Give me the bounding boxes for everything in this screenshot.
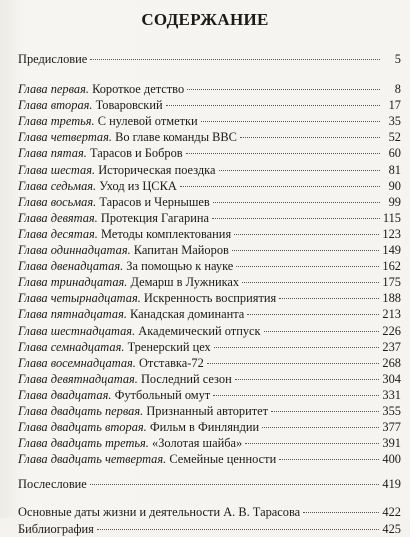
chapter-title: Академический отпуск (138, 323, 261, 338)
leader-dots (90, 59, 380, 60)
toc-page-number: 422 (382, 505, 401, 520)
chapter-title: Методы комплектования (101, 226, 232, 241)
leader-dots (240, 137, 380, 138)
leader-dots (219, 170, 380, 171)
chapter-prefix: Глава двадцать первая. (18, 403, 144, 418)
chapter-prefix: Глава первая. (18, 82, 89, 97)
leader-dots (262, 427, 379, 428)
spacer (18, 67, 401, 81)
toc-entry-chapter (18, 210, 401, 226)
toc-page-number: 8 (394, 82, 401, 97)
leader-dots (186, 153, 380, 154)
toc-entry-label (18, 113, 198, 129)
toc-entry-chapter (18, 435, 401, 451)
chapter-prefix: Глава двадцать третья. (18, 436, 149, 451)
chapter-title: Признанный авторитет (146, 403, 269, 418)
chapter-title: Отставка-72 (138, 355, 204, 370)
chapter-title: «Золотая шайба» (152, 436, 243, 451)
page-title: СОДЕРЖАНИЕ (141, 10, 269, 29)
chapter-title: Тарасов и Чернышев (99, 194, 210, 209)
leader-dots (212, 218, 380, 219)
toc-page-number: 123 (382, 226, 401, 241)
toc-entry-label (18, 451, 276, 467)
toc-page-number: 35 (388, 114, 401, 129)
toc-entry-chapter (18, 274, 401, 290)
chapter-prefix: Глава шестая. (18, 162, 96, 177)
toc-page-number: 60 (388, 146, 401, 161)
toc-entry-label (18, 242, 229, 258)
toc-entry-afterword (18, 476, 401, 492)
chapter-prefix: Глава девятая. (18, 210, 98, 225)
toc-entry-chapter (18, 387, 401, 403)
toc-entry-label (18, 403, 268, 419)
chapter-title: Фильм в Финляндии (149, 420, 260, 435)
leader-dots (279, 298, 379, 299)
chapter-title: Товаровский (95, 98, 163, 113)
toc-entry-label (18, 178, 177, 194)
toc-entry-label (18, 81, 184, 97)
toc-entry-chapter (18, 242, 401, 258)
chapter-prefix: Глава двадцать четвертая. (18, 452, 167, 467)
chapter-title: Последний сезон (140, 371, 232, 386)
chapter-title: Во главе команды ВВС (115, 130, 237, 145)
toc-entry-label (18, 274, 239, 290)
toc-entry-label (18, 355, 204, 371)
toc-entry-label (18, 258, 233, 274)
toc-entry-chapter (18, 355, 401, 371)
toc-page-number: 162 (382, 259, 401, 274)
toc-entry-chapter (18, 97, 401, 113)
toc-entry-label (18, 419, 259, 435)
toc-entry-chapter (18, 226, 401, 242)
toc-entry-label (18, 129, 237, 145)
chapter-prefix: Глава девятнадцатая. (18, 371, 138, 386)
toc-page-number: 391 (382, 436, 401, 451)
toc-entry-chapter (18, 194, 401, 210)
chapter-prefix: Глава одиннадцатая. (18, 243, 131, 258)
leader-dots (303, 512, 379, 513)
chapter-title: Протекция Гагарина (100, 210, 209, 225)
chapter-prefix: Глава шестнадцатая. (18, 323, 136, 338)
chapter-title: Демарш в Лужниках (130, 275, 240, 290)
toc-entry-preface (18, 51, 401, 67)
toc-entry-chapter (18, 113, 401, 129)
toc-entry-chapter (18, 129, 401, 145)
leader-dots (232, 250, 380, 251)
toc-page-number: 5 (394, 52, 401, 66)
toc-entry-chapter (18, 81, 401, 97)
toc-page-number: 268 (382, 355, 401, 370)
toc-entry-label (18, 145, 183, 161)
chapter-prefix: Глава вторая. (18, 98, 93, 113)
toc-page-number: 331 (382, 387, 401, 402)
chapter-prefix: Глава двенадцатая. (18, 259, 124, 274)
chapter-prefix: Глава восьмая. (18, 194, 97, 209)
toc-entry-label: Основные даты жизни и деятельности А. В. Тарасова (18, 505, 301, 520)
leader-dots (234, 234, 379, 235)
toc-entry-bibliography (18, 521, 401, 537)
toc-page-number: 115 (382, 210, 401, 225)
leader-dots (247, 314, 379, 315)
toc-entry-chapter (18, 162, 401, 178)
toc-page-number: 226 (382, 323, 401, 338)
toc-entry-label (18, 226, 231, 242)
toc-entry-label: Библиография (18, 521, 94, 536)
chapter-prefix: Глава восемнадцатая. (18, 355, 136, 370)
toc-entry-dates (18, 504, 401, 520)
toc-entry-chapter (18, 306, 401, 322)
chapter-prefix: Глава тринадцатая. (18, 275, 128, 290)
spacer (18, 467, 401, 476)
chapter-prefix: Глава десятая. (18, 226, 98, 241)
leader-dots (213, 202, 380, 203)
leader-dots (213, 395, 379, 396)
toc-entry-label (18, 339, 211, 355)
leader-dots (201, 121, 380, 122)
toc-entry-chapter (18, 290, 401, 306)
chapter-list (18, 81, 401, 467)
toc-page-number: 213 (382, 307, 401, 322)
toc-entry-label (18, 97, 163, 113)
chapter-title: С нулевой отметки (97, 114, 198, 129)
spacer (18, 492, 401, 504)
toc-entry-chapter (18, 323, 401, 339)
toc-entry-label (18, 371, 232, 387)
toc-entry-label (18, 306, 244, 322)
toc-page-number: 17 (388, 98, 401, 113)
chapter-title: Семейные ценности (169, 452, 277, 467)
toc-entry-label (18, 194, 210, 210)
toc-entry-chapter (18, 403, 401, 419)
toc-entry-chapter (18, 145, 401, 161)
chapter-prefix: Глава пятая. (18, 146, 87, 161)
chapter-title: Уход из ЦСКА (99, 178, 177, 193)
toc-page-number: 188 (382, 291, 401, 306)
leader-dots (271, 411, 379, 412)
leader-dots (245, 443, 379, 444)
toc-page-number: 81 (388, 162, 401, 177)
chapter-title: Тренерский цех (127, 339, 211, 354)
toc-page-number: 304 (382, 371, 401, 386)
chapter-title: Футбольный омут (114, 387, 211, 402)
toc-page-number: 400 (382, 452, 401, 467)
toc-page-number: 419 (382, 477, 401, 492)
leader-dots (214, 347, 380, 348)
toc-page-number: 377 (382, 420, 401, 435)
toc-entry-chapter (18, 339, 401, 355)
toc-entry-label (18, 435, 242, 451)
leader-dots (264, 331, 380, 332)
toc-entry-label: Предисловие (18, 52, 88, 66)
leader-dots (187, 89, 380, 90)
chapter-prefix: Глава седьмая. (18, 178, 97, 193)
toc-page-number: 52 (388, 130, 401, 145)
chapter-title: Искренность восприятия (143, 291, 277, 306)
toc-page-number: 99 (388, 194, 401, 209)
leader-dots (166, 105, 380, 106)
toc-entry-chapter (18, 258, 401, 274)
toc-page-number: 90 (388, 178, 401, 193)
leader-dots (180, 186, 380, 187)
toc-page-number: 425 (382, 521, 401, 536)
toc-entry-label (18, 323, 261, 339)
leader-dots (279, 459, 379, 460)
leader-dots (90, 484, 380, 485)
table-of-contents (18, 51, 401, 537)
chapter-prefix: Глава двадцатая. (18, 387, 112, 402)
chapter-title: За помощью к науке (126, 259, 234, 274)
toc-page-number: 175 (382, 275, 401, 290)
toc-entry-label (18, 162, 216, 178)
chapter-prefix: Глава двадцать вторая. (18, 420, 147, 435)
toc-entry-chapter (18, 419, 401, 435)
toc-entry-label: Послесловие (18, 477, 87, 492)
leader-dots (235, 379, 380, 380)
toc-entry-chapter (18, 451, 401, 467)
chapter-prefix: Глава четвертая. (18, 130, 112, 145)
leader-dots (97, 529, 380, 530)
toc-page-number: 149 (382, 243, 401, 258)
chapter-title: Короткое детство (92, 82, 185, 97)
chapter-title: Канадская доминанта (130, 307, 245, 322)
chapter-title: Историческая поездка (98, 162, 216, 177)
toc-entry-label (18, 210, 209, 226)
toc-entry-label (18, 290, 276, 306)
toc-page-number: 355 (382, 403, 401, 418)
chapter-prefix: Глава третья. (18, 114, 95, 129)
chapter-prefix: Глава пятнадцатая. (18, 307, 127, 322)
leader-dots (207, 363, 380, 364)
chapter-title: Капитан Майоров (133, 243, 229, 258)
chapter-prefix: Глава семнадцатая. (18, 339, 125, 354)
toc-page-number: 237 (382, 339, 401, 354)
toc-entry-chapter (18, 178, 401, 194)
leader-dots (242, 282, 379, 283)
chapter-prefix: Глава четырнадцатая. (18, 291, 141, 306)
leader-dots (236, 266, 379, 267)
chapter-title: Тарасов и Бобров (89, 146, 183, 161)
toc-entry-label (18, 387, 210, 403)
toc-entry-chapter (18, 371, 401, 387)
